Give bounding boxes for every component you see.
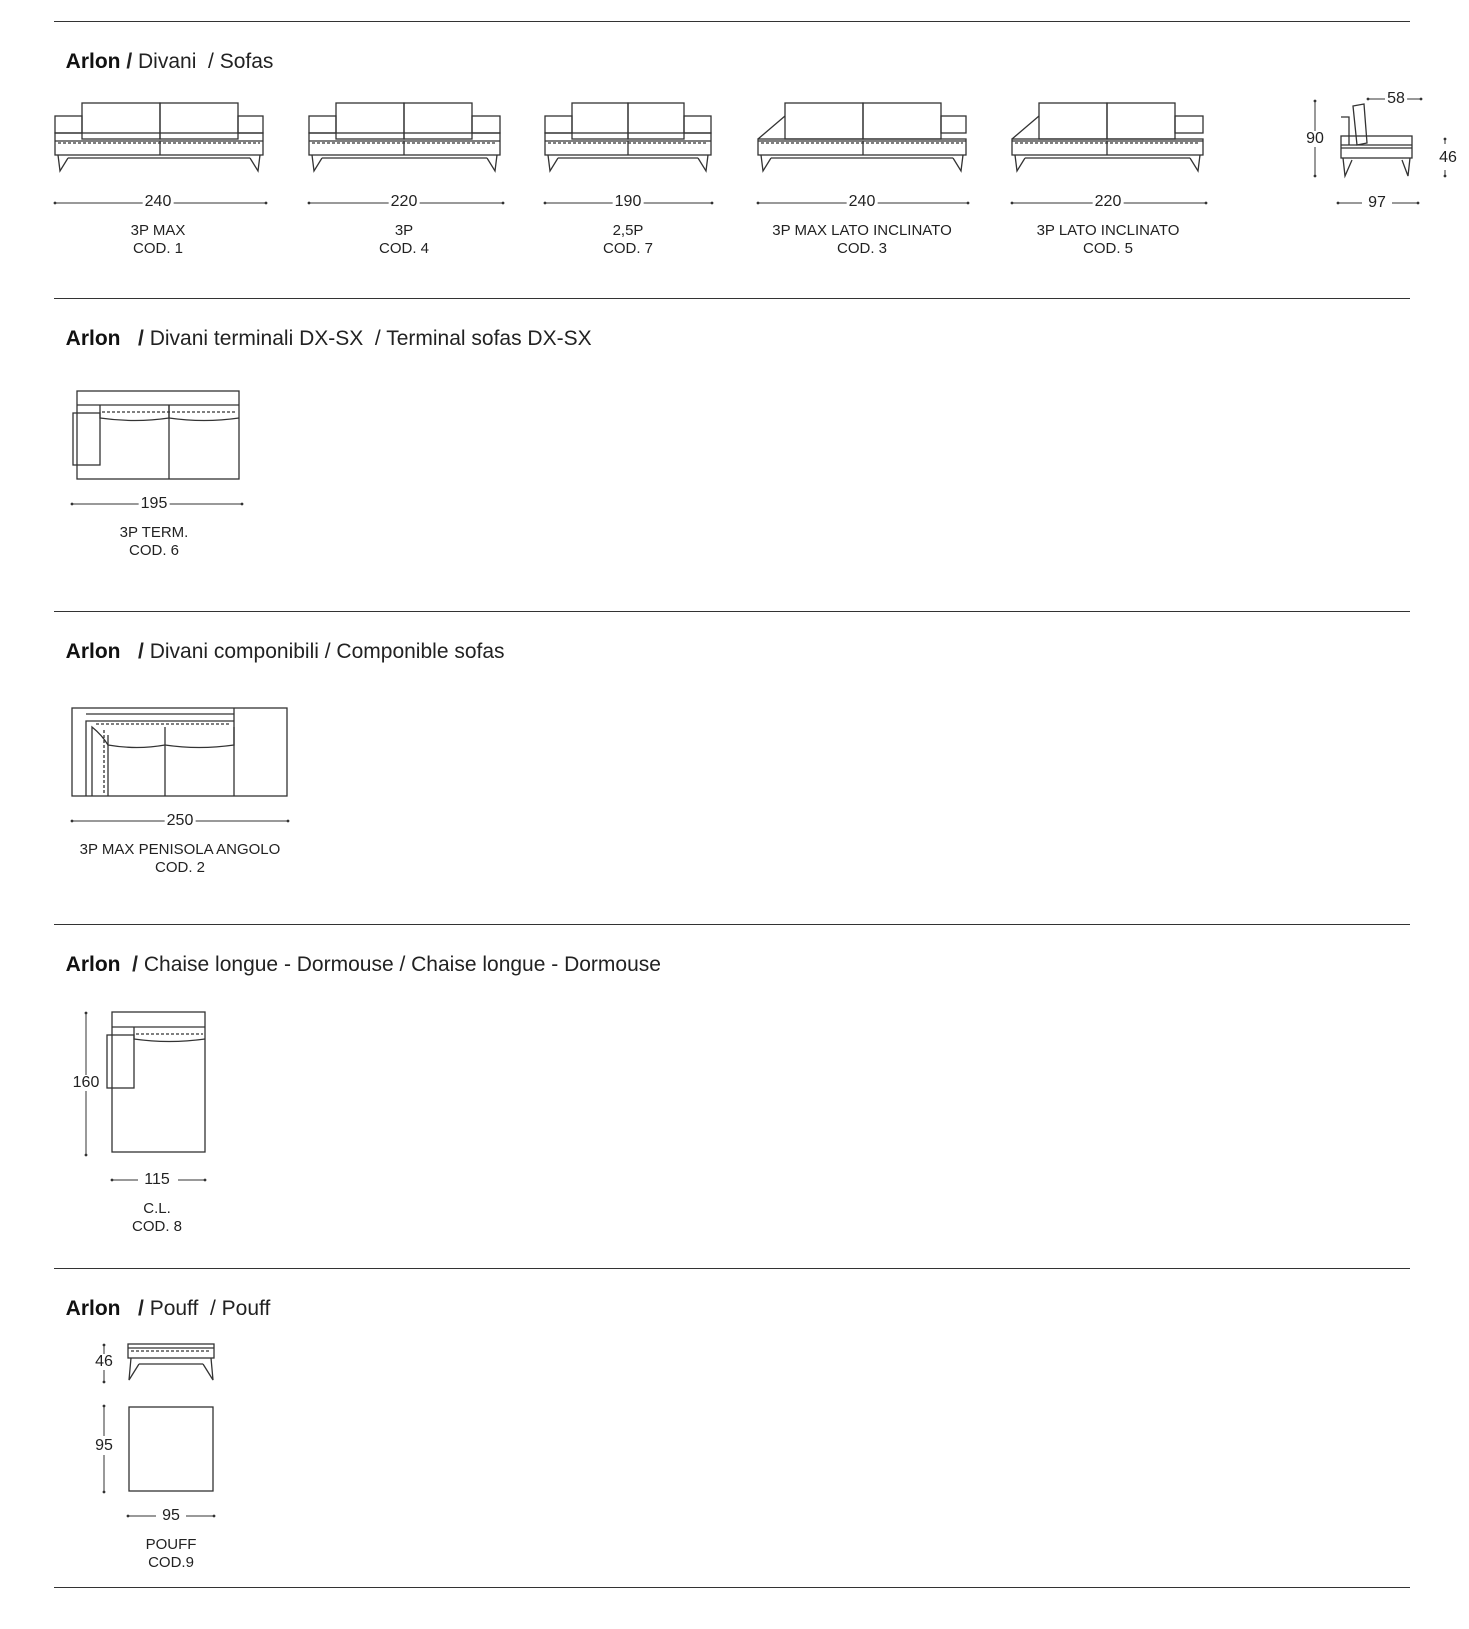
pouff-drawing <box>104 1344 214 1516</box>
pouff-caption <box>146 1536 197 1572</box>
section-title-chaise: Arlon / Chaise longue - Dormouse / Chaise longue - Dormouse <box>65 953 661 976</box>
sofa-2-5p-drawing <box>545 103 711 171</box>
brand-name: Arlon <box>65 1297 121 1320</box>
model-code: COD. 6 <box>128 542 180 559</box>
section-subtitle: Divani / Sofas <box>138 50 274 73</box>
model-code: COD. 1 <box>132 240 183 257</box>
side-depth-value: 97 <box>1368 194 1386 211</box>
model-code: COD. 4 <box>378 240 430 257</box>
side-height-value: 90 <box>1306 130 1324 147</box>
sofa-width-value: 220 <box>390 193 418 210</box>
sofa-caption <box>1037 222 1180 258</box>
side-seat-height-value: 46 <box>1439 149 1457 166</box>
section-subtitle: Divani terminali DX-SX / Terminal sofas DX-SX <box>149 327 592 350</box>
componible-caption <box>80 841 281 877</box>
sofa-width-value: 240 <box>848 193 876 210</box>
sofa-caption <box>772 222 952 258</box>
terminal-caption <box>120 524 189 560</box>
sofa-width-value: 220 <box>1094 193 1122 210</box>
section-subtitle: Pouff / Pouff <box>149 1297 271 1320</box>
section-subtitle: Chaise longue - Dormouse / Chaise longue - Dormouse <box>143 953 661 976</box>
brand-name: Arlon <box>65 50 121 73</box>
model-name: 3P TERM. <box>119 524 189 541</box>
chaise-longue-plan-drawing <box>86 1012 205 1180</box>
model-name: 3P MAX PENISOLA ANGOLO <box>79 841 281 858</box>
chaise-length-value: 160 <box>72 1074 100 1091</box>
componible-sofa-plan-drawing <box>72 708 288 821</box>
model-name: 3P MAX LATO INCLINATO <box>772 222 952 239</box>
sofa-3p-max-inclined-drawing <box>758 103 966 171</box>
model-name: C.L. <box>143 1200 171 1217</box>
brand-name: Arlon <box>65 640 121 663</box>
model-code: COD. 8 <box>131 1218 183 1235</box>
sofa-caption <box>379 222 429 258</box>
model-name: POUFF <box>145 1536 197 1553</box>
sofa-3p-max-drawing <box>55 103 263 171</box>
sofa-caption <box>603 222 653 258</box>
sofa-side-view-drawing <box>1315 99 1445 203</box>
section-title-pouff: Arlon / Pouff / Pouff <box>65 1297 271 1320</box>
section-subtitle: Divani componibili / Componible sofas <box>149 640 505 663</box>
model-name: 3P MAX <box>130 222 186 239</box>
componible-width-value: 250 <box>166 812 194 829</box>
model-name: 3P LATO INCLINATO <box>1036 222 1180 239</box>
terminal-sofa-plan-drawing <box>72 391 242 504</box>
model-name: 2,5P <box>612 222 644 239</box>
model-code: COD. 7 <box>602 240 654 257</box>
brand-name: Arlon <box>65 327 121 350</box>
side-seat-depth-value: 58 <box>1387 90 1405 107</box>
sofa-width-value: 190 <box>614 193 642 210</box>
sofa-width-value: 240 <box>144 193 172 210</box>
sofa-3p-inclined-drawing <box>1012 103 1203 171</box>
sofa-3p-drawing <box>309 103 500 171</box>
model-code: COD.9 <box>148 1554 194 1571</box>
chaise-width-value: 115 <box>144 1171 170 1188</box>
section-title-terminal: Arlon / Divani terminali DX-SX / Terminal sofas DX-SX <box>65 327 592 350</box>
sofa-caption <box>131 222 186 258</box>
pouff-height-value: 46 <box>95 1353 113 1370</box>
pouff-depth-value: 95 <box>95 1437 113 1454</box>
pouff-width-value: 95 <box>162 1507 180 1524</box>
model-name: 3P <box>394 222 414 239</box>
model-code: COD. 5 <box>1082 240 1133 257</box>
section-title-componible: Arlon / Divani componibili / Componible sofas <box>65 640 505 663</box>
brand-name: Arlon <box>65 953 121 976</box>
model-code: COD. 2 <box>154 859 206 876</box>
chaise-caption <box>132 1200 182 1236</box>
model-code: COD. 3 <box>836 240 888 257</box>
section-title-sofas: Arlon / Divani / Sofas <box>65 50 274 73</box>
terminal-width-value: 195 <box>140 495 168 512</box>
